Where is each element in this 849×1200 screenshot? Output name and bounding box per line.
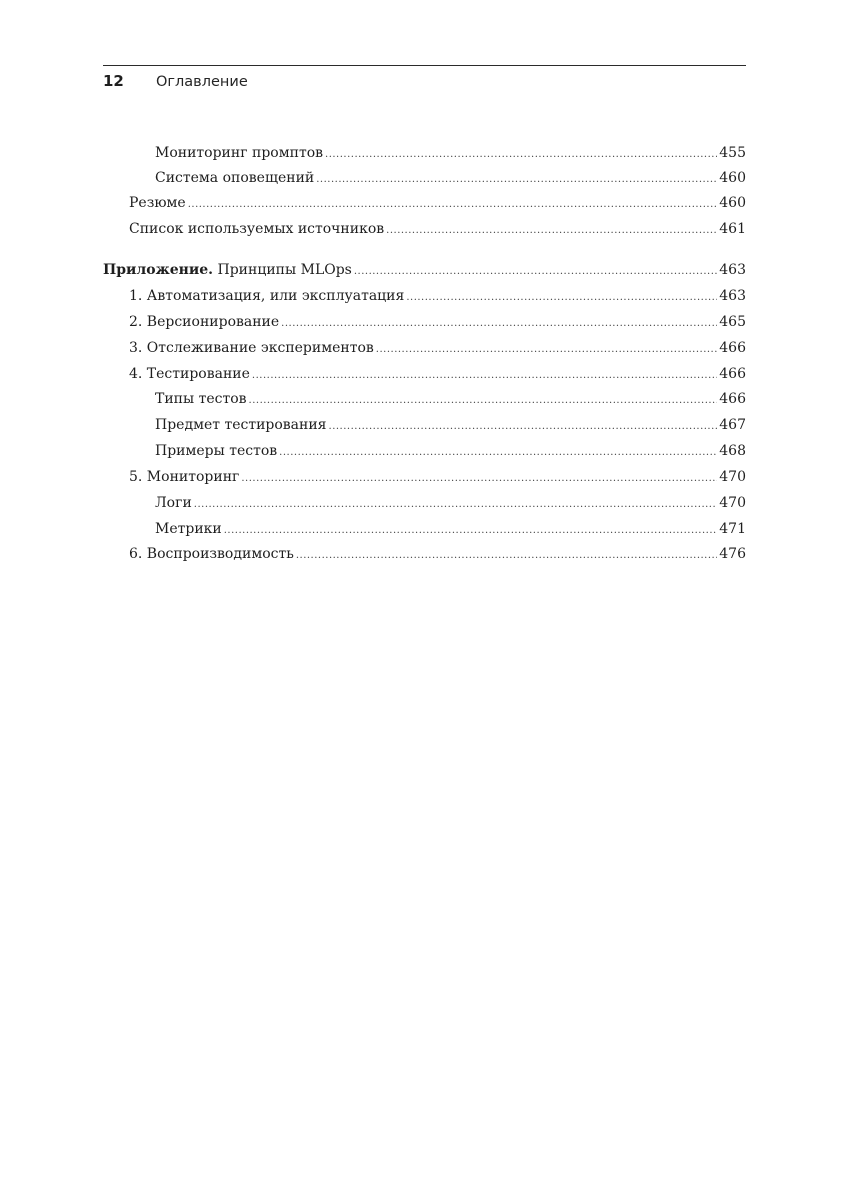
toc-entry-title: Примеры тестов [155, 443, 278, 459]
toc-entry[interactable] [103, 492, 746, 514]
dot-leader [194, 494, 717, 516]
dot-leader [325, 144, 717, 166]
toc-entry-title: Метрики [155, 521, 222, 537]
dot-leader [386, 220, 717, 242]
toc-entry-page: 466 [719, 391, 746, 407]
dot-leader [241, 468, 717, 490]
dot-leader [279, 442, 717, 464]
toc-entry-title: 5. Мониторинг [129, 469, 240, 485]
toc-entry-page: 466 [719, 366, 746, 382]
toc-entry[interactable] [103, 311, 746, 333]
dot-leader [224, 520, 718, 542]
dot-leader [188, 194, 718, 216]
dot-leader [316, 169, 717, 191]
toc-entry[interactable] [103, 466, 746, 488]
dot-leader [329, 416, 718, 438]
toc-entry-title: Резюме [129, 195, 186, 211]
dot-leader [281, 313, 717, 335]
toc-entry-title: Предмет тестирования [155, 417, 327, 433]
dot-leader [252, 365, 717, 387]
appendix-prefix: Приложение. [103, 262, 214, 278]
toc-entry-title: 1. Автоматизация, или эксплуатация [129, 288, 405, 304]
toc-entry[interactable] [103, 218, 746, 240]
toc-entry-page: 467 [719, 417, 746, 433]
toc-entry[interactable] [103, 440, 746, 462]
toc-entry-page: 470 [719, 495, 746, 511]
toc-entry[interactable] [103, 518, 746, 540]
appendix-title: Принципы MLOps [213, 262, 352, 278]
running-title: Оглавление [156, 74, 248, 90]
toc-entry-title: 4. Тестирование [129, 366, 250, 382]
toc-entry-title: Типы тестов [155, 391, 247, 407]
dot-leader [249, 390, 718, 412]
toc-entry-page: 466 [719, 340, 746, 356]
toc-entry-page: 460 [719, 195, 746, 211]
toc-entry-title: Мониторинг промптов [155, 145, 324, 161]
toc-entry[interactable] [103, 363, 746, 385]
toc-entry-page: 463 [719, 288, 746, 304]
header-rule [103, 65, 746, 66]
dot-leader [354, 261, 717, 283]
toc-appendix-entry[interactable] [103, 259, 746, 281]
toc-entry-title: 3. Отслеживание экспериментов [129, 340, 374, 356]
toc-entry-page: 468 [719, 443, 746, 459]
toc-entry-title [103, 259, 352, 281]
running-header [103, 72, 248, 92]
dot-leader [406, 287, 717, 309]
page-number: 12 [103, 72, 124, 90]
toc-entry-page: 470 [719, 469, 746, 485]
toc-entry-page: 471 [719, 521, 746, 537]
toc-entry-page: 461 [719, 221, 746, 237]
toc-entry-title: 6. Воспроизводимость [129, 546, 294, 562]
toc-entry-page: 455 [719, 145, 746, 161]
toc-entry[interactable] [103, 337, 746, 359]
toc-entry-page: 463 [719, 262, 746, 278]
toc-entry[interactable] [103, 388, 746, 410]
toc-entry[interactable] [103, 142, 746, 164]
toc-entry-title: Логи [155, 495, 192, 511]
toc-entry-title: Список используемых источников [129, 221, 385, 237]
dot-leader [376, 339, 717, 361]
toc-entry[interactable] [103, 192, 746, 214]
toc-entry-page: 465 [719, 314, 746, 330]
toc-entry[interactable] [103, 543, 746, 565]
toc-entry-page: 460 [719, 170, 746, 186]
toc-entry[interactable] [103, 167, 746, 189]
dot-leader [296, 545, 717, 567]
toc-entry-title: Система оповещений [155, 170, 315, 186]
toc-entry-title: 2. Версионирование [129, 314, 280, 330]
toc-entry[interactable] [103, 414, 746, 436]
toc-entry-page: 476 [719, 546, 746, 562]
toc-entry[interactable] [103, 285, 746, 307]
